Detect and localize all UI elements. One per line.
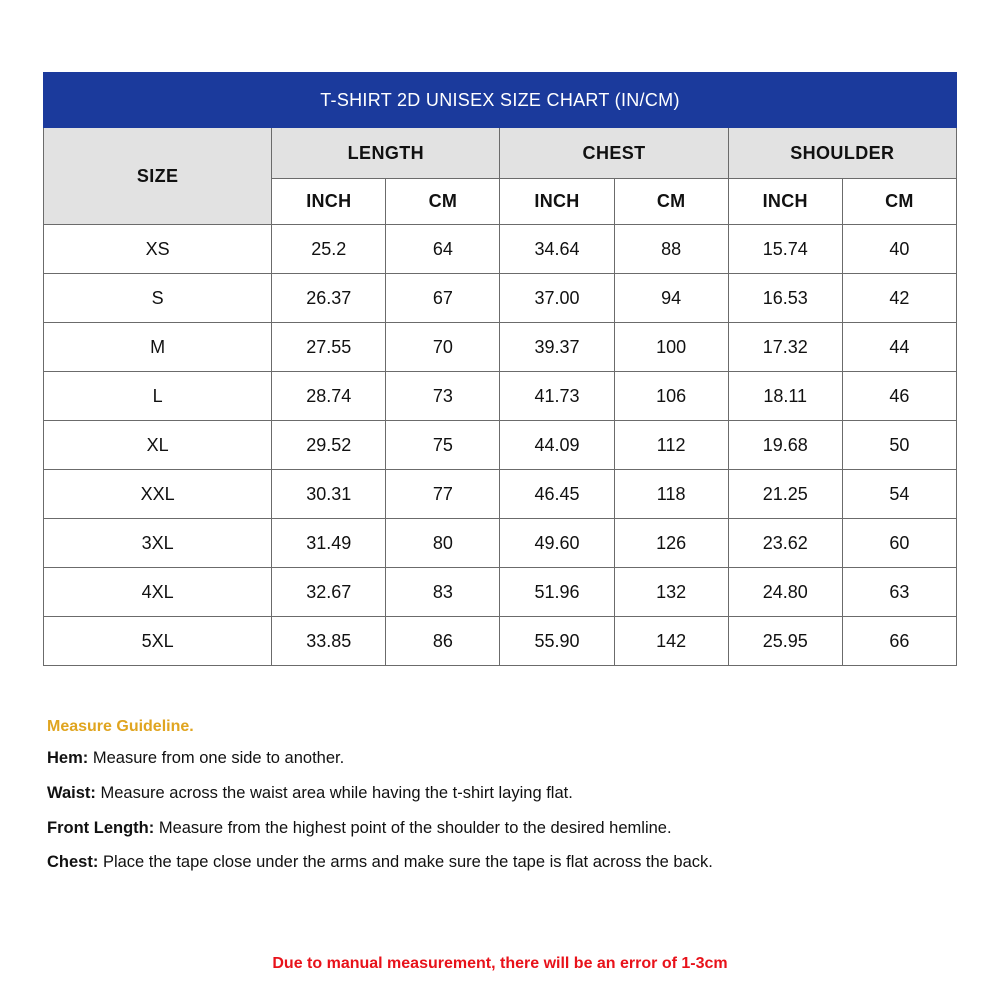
group-header-row <box>44 128 957 179</box>
cell-length-cm: 73 <box>386 372 500 421</box>
table-row <box>44 225 957 274</box>
cell-chest-inch: 55.90 <box>500 617 614 666</box>
cell-shoulder-inch: 19.68 <box>728 421 842 470</box>
cell-shoulder-cm: 42 <box>842 274 956 323</box>
guideline-colon: : <box>92 853 99 872</box>
table-title-row <box>44 73 957 128</box>
unit-header-shoulder-inch: INCH <box>728 179 842 225</box>
cell-shoulder-cm: 63 <box>842 568 956 617</box>
size-chart-container <box>43 72 957 666</box>
cell-chest-inch: 34.64 <box>500 225 614 274</box>
cell-length-cm: 64 <box>386 225 500 274</box>
cell-length-cm: 75 <box>386 421 500 470</box>
guideline-label: Front Length <box>47 818 149 837</box>
guideline-text: Measure from the highest point of the shoulder to the desired hemline. <box>158 818 672 837</box>
cell-length-inch: 31.49 <box>272 519 386 568</box>
guideline-colon: : <box>148 818 155 837</box>
guideline-text: Measure across the waist area while having the t-shirt laying flat. <box>100 783 573 802</box>
cell-chest-cm: 112 <box>614 421 728 470</box>
table-row <box>44 617 957 666</box>
cell-length-inch: 33.85 <box>272 617 386 666</box>
cell-chest-cm: 100 <box>614 323 728 372</box>
cell-chest-inch: 39.37 <box>500 323 614 372</box>
table-row <box>44 421 957 470</box>
cell-chest-inch: 49.60 <box>500 519 614 568</box>
unit-header-shoulder-cm: CM <box>842 179 956 225</box>
cell-size: S <box>44 274 272 323</box>
cell-chest-cm: 132 <box>614 568 728 617</box>
cell-shoulder-cm: 50 <box>842 421 956 470</box>
guideline-label: Waist <box>47 783 91 802</box>
cell-size: XL <box>44 421 272 470</box>
unit-header-chest-inch: INCH <box>500 179 614 225</box>
cell-shoulder-cm: 46 <box>842 372 956 421</box>
cell-length-inch: 30.31 <box>272 470 386 519</box>
guideline-label: Chest <box>47 853 93 872</box>
cell-length-cm: 77 <box>386 470 500 519</box>
guideline-item <box>47 853 947 873</box>
guideline-item <box>47 819 947 839</box>
footer-note: Due to manual measurement, there will be an error of 1-3cm <box>272 955 728 972</box>
cell-size: L <box>44 372 272 421</box>
size-chart-table <box>43 72 957 666</box>
cell-length-inch: 28.74 <box>272 372 386 421</box>
cell-shoulder-cm: 40 <box>842 225 956 274</box>
cell-shoulder-inch: 16.53 <box>728 274 842 323</box>
chart-title: T-SHIRT 2D UNISEX SIZE CHART (IN/CM) <box>44 73 957 128</box>
cell-chest-cm: 142 <box>614 617 728 666</box>
cell-chest-inch: 51.96 <box>500 568 614 617</box>
guideline-item <box>47 749 947 769</box>
cell-length-inch: 26.37 <box>272 274 386 323</box>
table-row <box>44 372 957 421</box>
guideline-text: Measure from one side to another. <box>92 749 345 767</box>
cell-chest-cm: 126 <box>614 519 728 568</box>
cell-length-inch: 25.2 <box>272 225 386 274</box>
unit-header-length-cm: CM <box>386 179 500 225</box>
guideline-label: Hem <box>47 749 83 767</box>
cell-size: 4XL <box>44 568 272 617</box>
cell-length-cm: 67 <box>386 274 500 323</box>
cell-shoulder-cm: 66 <box>842 617 956 666</box>
table-row <box>44 323 957 372</box>
unit-header-length-inch: INCH <box>272 179 386 225</box>
guideline-item <box>47 784 947 804</box>
measure-guideline <box>47 718 947 888</box>
cell-chest-cm: 106 <box>614 372 728 421</box>
table-row <box>44 568 957 617</box>
cell-chest-cm: 118 <box>614 470 728 519</box>
cell-shoulder-inch: 25.95 <box>728 617 842 666</box>
cell-size: XS <box>44 225 272 274</box>
table-row <box>44 274 957 323</box>
cell-shoulder-cm: 44 <box>842 323 956 372</box>
table-row <box>44 470 957 519</box>
cell-chest-cm: 94 <box>614 274 728 323</box>
cell-shoulder-inch: 21.25 <box>728 470 842 519</box>
group-header-length: LENGTH <box>272 128 500 179</box>
guideline-heading: Measure Guideline. <box>47 718 194 735</box>
cell-length-inch: 32.67 <box>272 568 386 617</box>
cell-shoulder-inch: 15.74 <box>728 225 842 274</box>
cell-length-cm: 83 <box>386 568 500 617</box>
group-header-chest: CHEST <box>500 128 728 179</box>
cell-chest-inch: 41.73 <box>500 372 614 421</box>
cell-length-inch: 29.52 <box>272 421 386 470</box>
cell-length-inch: 27.55 <box>272 323 386 372</box>
table-row <box>44 519 957 568</box>
guideline-colon: : <box>82 749 89 767</box>
cell-chest-inch: 44.09 <box>500 421 614 470</box>
cell-size: XXL <box>44 470 272 519</box>
cell-size: 3XL <box>44 519 272 568</box>
cell-shoulder-inch: 17.32 <box>728 323 842 372</box>
cell-size: M <box>44 323 272 372</box>
group-header-size: SIZE <box>44 128 272 225</box>
cell-shoulder-inch: 23.62 <box>728 519 842 568</box>
group-header-shoulder: SHOULDER <box>728 128 956 179</box>
cell-chest-inch: 46.45 <box>500 470 614 519</box>
cell-length-cm: 86 <box>386 617 500 666</box>
cell-shoulder-cm: 54 <box>842 470 956 519</box>
cell-chest-inch: 37.00 <box>500 274 614 323</box>
cell-chest-cm: 88 <box>614 225 728 274</box>
cell-shoulder-inch: 24.80 <box>728 568 842 617</box>
cell-shoulder-cm: 60 <box>842 519 956 568</box>
guideline-text: Place the tape close under the arms and make sure the tape is flat across the back. <box>102 853 713 872</box>
cell-size: 5XL <box>44 617 272 666</box>
guideline-colon: : <box>90 783 96 802</box>
cell-length-cm: 70 <box>386 323 500 372</box>
unit-header-chest-cm: CM <box>614 179 728 225</box>
cell-length-cm: 80 <box>386 519 500 568</box>
cell-shoulder-inch: 18.11 <box>728 372 842 421</box>
